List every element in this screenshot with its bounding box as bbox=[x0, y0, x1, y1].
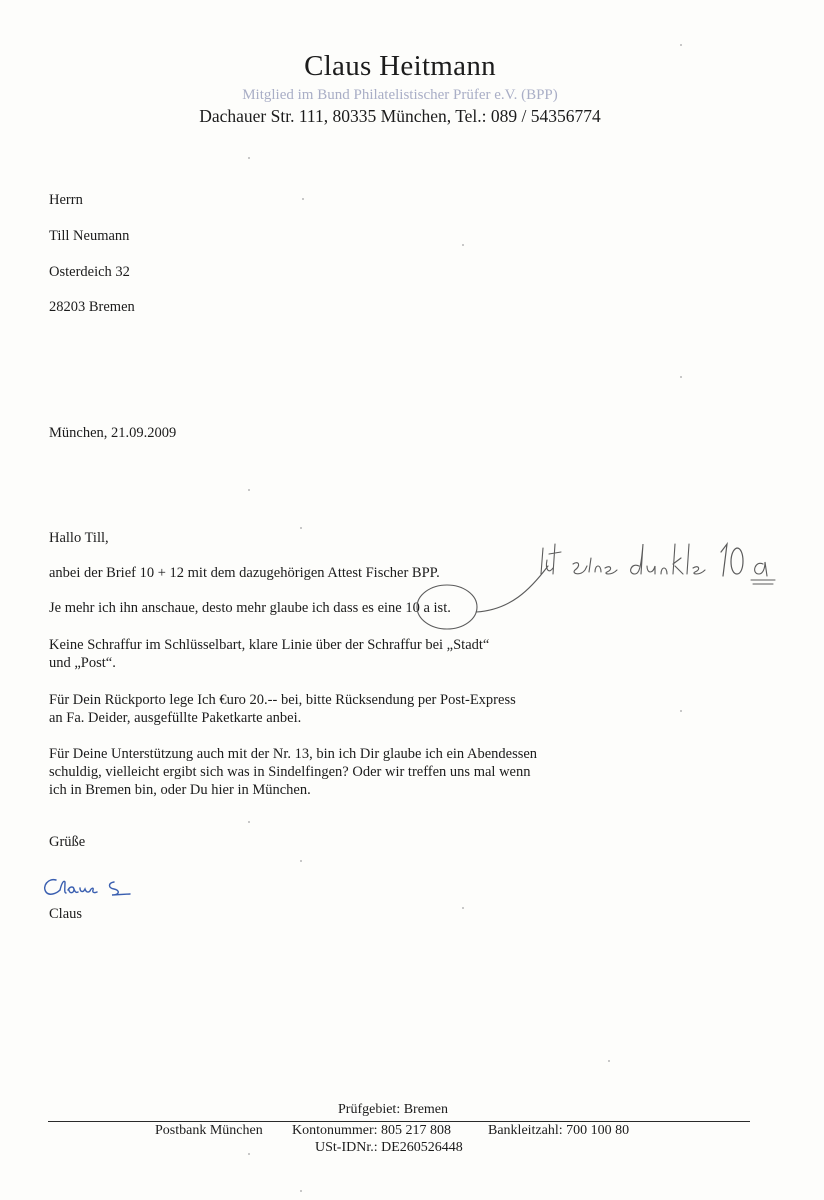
greeting: Hallo Till, bbox=[49, 530, 109, 546]
scan-speck bbox=[300, 527, 302, 529]
letterhead-address: Dachauer Str. 111, 80335 München, Tel.: 089 / 54356774 bbox=[199, 106, 601, 126]
footer-pruefgebiet: Prüfgebiet: Bremen bbox=[338, 1102, 449, 1117]
scan-speck bbox=[680, 376, 682, 378]
paragraph-5-line-1: Für Deine Unterstützung auch mit der Nr. 13, bin ich Dir glaube ich ein Abendessen bbox=[49, 746, 538, 762]
paragraph-2: Je mehr ich ihn anschaue, desto mehr glaube ich dass es eine 10 a ist. bbox=[49, 600, 451, 616]
recipient-name: Till Neumann bbox=[49, 228, 130, 244]
scan-speck bbox=[462, 244, 464, 246]
handwritten-signature bbox=[38, 872, 138, 902]
paragraph-5-line-3: ich in Bremen bin, oder Du hier in München. bbox=[49, 782, 311, 798]
paragraph-3-line-1: Keine Schraffur im Schlüsselbart, klare Linie über der Schraffur bei „Stadt“ bbox=[49, 637, 490, 653]
paragraph-4-line-1: Für Dein Rückporto lege Ich €uro 20.-- bei, bitte Rücksendung per Post-Express bbox=[49, 692, 516, 708]
paragraph-5-line-2: schuldig, vielleicht ergibt sich was in Sindelfingen? Oder wir treffen uns mal wenn bbox=[49, 764, 531, 780]
recipient-salutation: Herrn bbox=[49, 192, 83, 208]
scan-speck bbox=[248, 821, 250, 823]
recipient-street: Osterdeich 32 bbox=[49, 264, 130, 280]
scan-speck bbox=[302, 198, 304, 200]
paragraph-3-line-2: und „Post“. bbox=[49, 655, 116, 671]
closing: Grüße bbox=[49, 834, 86, 850]
scan-speck bbox=[680, 44, 682, 46]
scan-speck bbox=[300, 860, 302, 862]
paragraph-4-line-2: an Fa. Deider, ausgefüllte Paketkarte anbei. bbox=[49, 710, 302, 726]
footer-bank: Postbank München bbox=[155, 1123, 263, 1138]
scan-speck bbox=[680, 710, 682, 712]
scan-speck bbox=[248, 1153, 250, 1155]
handwritten-note bbox=[535, 530, 795, 590]
letterhead-name: Claus Heitmann bbox=[304, 50, 496, 82]
scan-speck bbox=[300, 1190, 302, 1192]
paragraph-1: anbei der Brief 10 + 12 mit dem dazugehörigen Attest Fischer BPP. bbox=[49, 565, 440, 581]
letterhead-membership: Mitglied im Bund Philatelistischer Prüfer e.V. (BPP) bbox=[242, 87, 558, 103]
footer-account: Kontonummer: 805 217 808 bbox=[292, 1123, 452, 1138]
footer-divider bbox=[48, 1121, 750, 1122]
scan-speck bbox=[608, 1060, 610, 1062]
scan-speck bbox=[462, 907, 464, 909]
signature-name: Claus bbox=[49, 906, 83, 922]
scan-speck bbox=[248, 157, 250, 159]
recipient-city: 28203 Bremen bbox=[49, 299, 135, 315]
footer-vat-id: USt-IDNr.: DE260526448 bbox=[315, 1140, 463, 1155]
date-line: München, 21.09.2009 bbox=[49, 425, 177, 441]
footer-bank-code: Bankleitzahl: 700 100 80 bbox=[488, 1123, 630, 1138]
scan-speck bbox=[248, 489, 250, 491]
